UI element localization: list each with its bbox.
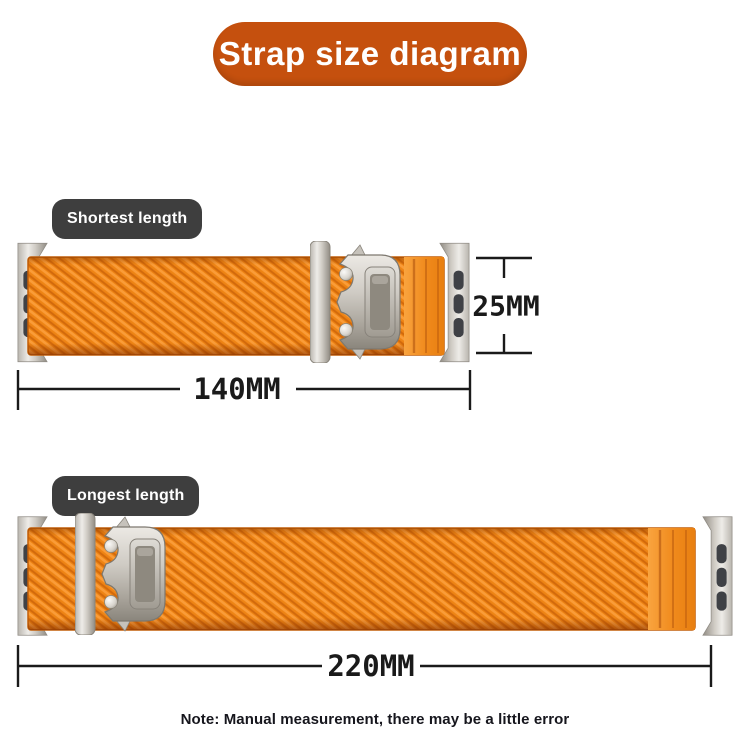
shortest-length-dimension xyxy=(0,366,500,416)
longest-length-value: 220MM xyxy=(327,649,415,683)
page-title: Strap size diagram xyxy=(218,35,522,72)
shortest-length-value: 140MM xyxy=(193,372,281,406)
shortest-strap-image xyxy=(0,235,540,375)
shortest-length-label: Shortest length xyxy=(67,210,188,227)
shortest-length-badge xyxy=(52,199,202,239)
longest-length-dimension xyxy=(0,642,750,692)
width-dimension-value: 25MM xyxy=(472,289,540,323)
buckle-icon xyxy=(75,513,165,635)
longest-strap-image xyxy=(0,508,750,650)
width-dimension xyxy=(468,250,560,362)
longest-length-label: Longest length xyxy=(67,487,185,504)
buckle-icon xyxy=(310,241,400,363)
page-title-badge xyxy=(213,22,527,86)
measurement-note: Note: Manual measurement, there may be a little error xyxy=(180,711,570,728)
watch-adapter-icon xyxy=(703,517,732,636)
